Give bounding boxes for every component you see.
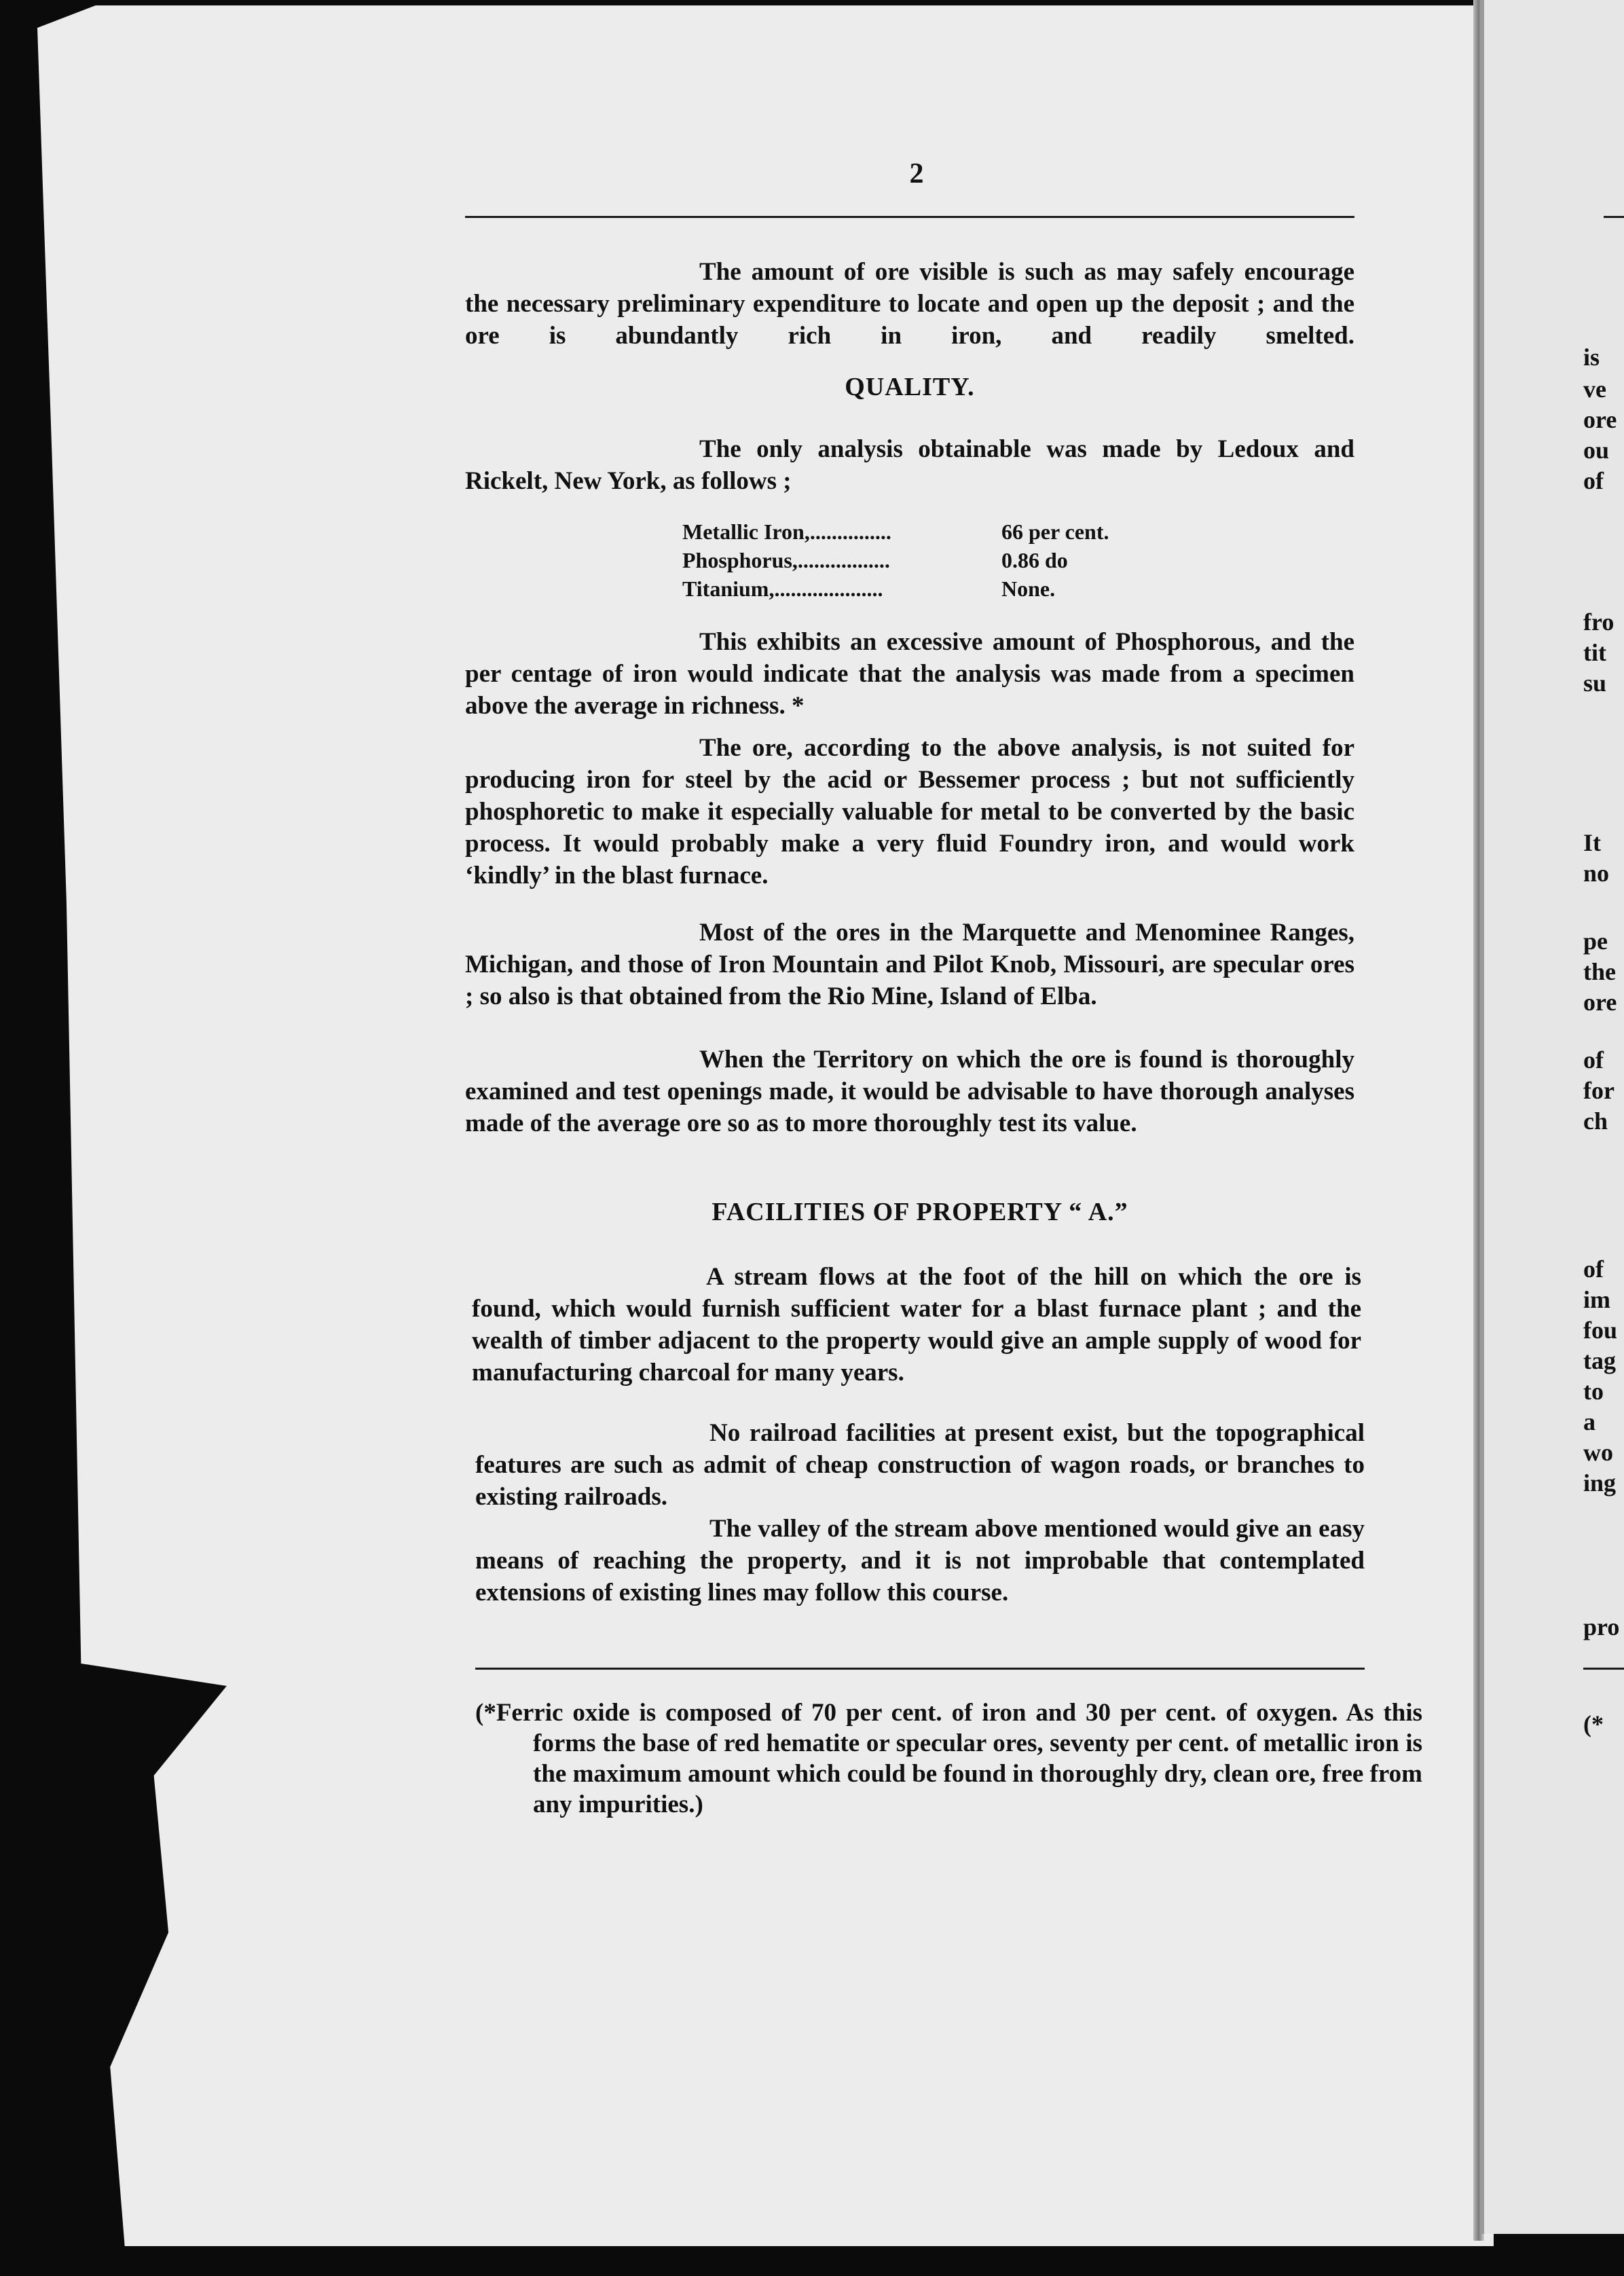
analysis-table [682, 517, 1109, 603]
analysis-label: Titanium,.................... [682, 576, 883, 601]
analysis-row-iron [682, 517, 1109, 546]
facing-fragment: no [1583, 860, 1610, 887]
facing-fragment: the [1583, 958, 1616, 985]
analysis-row-titanium [682, 574, 1109, 603]
ore-paragraph: The ore, according to the above analysis, is not suited for producing iron for steel by the acid or Bessemer process ; but not sufficiently phosphoretic to make it especially valuable for metal to be converted by the basic process. It would probably make a very fluid Foundry iron, and would work ‘kindly’ in the blast furnace. [465, 734, 1354, 889]
facing-fragment: ve [1583, 375, 1606, 403]
facing-footnote-rule [1583, 1668, 1624, 1670]
analysis-label: Metallic Iron,............... [682, 519, 891, 544]
stream-paragraph: A stream flows at the foot of the hill on which the ore is found, which would furnish sufficient water for a blast furnace plant ; and the wealth of timber adjacent to the property would give an ample supply of wood for manufacturing charcoal for many years. [472, 1263, 1361, 1387]
facing-fragment: ch [1583, 1107, 1608, 1135]
facing-fragment: fou [1583, 1317, 1618, 1344]
footnote-rule [475, 1668, 1365, 1670]
facing-header-rule [1604, 216, 1624, 218]
quality-heading: QUALITY. [845, 373, 975, 401]
intro-paragraph: The amount of ore visible is such as may safely encourage the necessary preliminary expenditure to locate and open up the deposit ; and the ore is abundantly rich in iron, and readily smelted. [465, 258, 1354, 350]
facing-fragment: tit [1583, 639, 1606, 666]
phosphorus-paragraph: This exhibits an excessive amount of Phosphorous, and the per centage of iron would indicate that the analysis was made from a specimen above the average in richness. * [465, 628, 1354, 720]
territory-paragraph: When the Territory on which the ore is found is thoroughly examined and test openings made, it would be advisable to have thorough analyses made of the average ore so as to more thoroughly test its value. [465, 1046, 1354, 1137]
analysis-value: 0.86 do [1001, 548, 1068, 572]
analysis-label: Phosphorus,................. [682, 548, 890, 572]
facing-fragment: ore [1583, 406, 1617, 433]
facing-fragment: (* [1583, 1710, 1604, 1738]
facing-fragment: su [1583, 669, 1607, 697]
facing-fragment: It [1583, 829, 1601, 856]
facing-fragment: of [1583, 1046, 1604, 1073]
facing-fragment: ore [1583, 989, 1617, 1016]
facing-fragment: is [1583, 344, 1600, 371]
quality-paragraph: The only analysis obtainable was made by Ledoux and Rickelt, New York, as follows ; [465, 435, 1354, 495]
facing-fragment: wo [1583, 1439, 1613, 1466]
railroad-paragraph: No railroad facilities at present exist, but the topographical features are such as admit of cheap construction of wagon roads, or branches to existing railroads. [475, 1419, 1365, 1511]
facing-fragment: a [1583, 1408, 1595, 1435]
analysis-value: 66 per cent. [1001, 519, 1109, 544]
ranges-paragraph: Most of the ores in the Marquette and Menominee Ranges, Michigan, and those of Iron Mountain and Pilot Knob, Missouri, are specular ores ; so also is that obtained from the Rio Mine, Island of Elba. [465, 919, 1354, 1010]
facing-fragment: to [1583, 1378, 1604, 1405]
facing-fragment: ou [1583, 437, 1610, 464]
valley-paragraph: The valley of the stream above mentioned would give an easy means of reaching the property, and it is not improbable that contemplated extensions of existing lines may follow this course. [475, 1515, 1365, 1607]
header-rule [465, 216, 1354, 218]
facing-fragment: tag [1583, 1347, 1616, 1374]
facing-fragment: for [1583, 1077, 1614, 1104]
facing-fragment: pro [1583, 1613, 1620, 1640]
facilities-heading: FACILITIES OF PROPERTY “ A.” [712, 1198, 1128, 1226]
facing-fragment: ing [1583, 1469, 1617, 1497]
footnote: (*Ferric oxide is composed of 70 per cent. of iron and 30 per cent. of oxygen. As this forms the base of red hematite or specular ores, seventy per cent. of metallic iron is the maximum amount which could be found in thoroughly dry, clean ore, free from any impurities.) [475, 1699, 1422, 1818]
facing-fragment: of [1583, 467, 1604, 494]
facing-fragment: fro [1583, 608, 1614, 636]
facing-fragment: of [1583, 1255, 1604, 1283]
facing-fragment: im [1583, 1286, 1610, 1313]
facing-fragment: pe [1583, 928, 1608, 955]
analysis-value: None. [1001, 576, 1056, 601]
analysis-row-phosphorus [682, 546, 1109, 574]
page-number: 2 [909, 158, 924, 189]
